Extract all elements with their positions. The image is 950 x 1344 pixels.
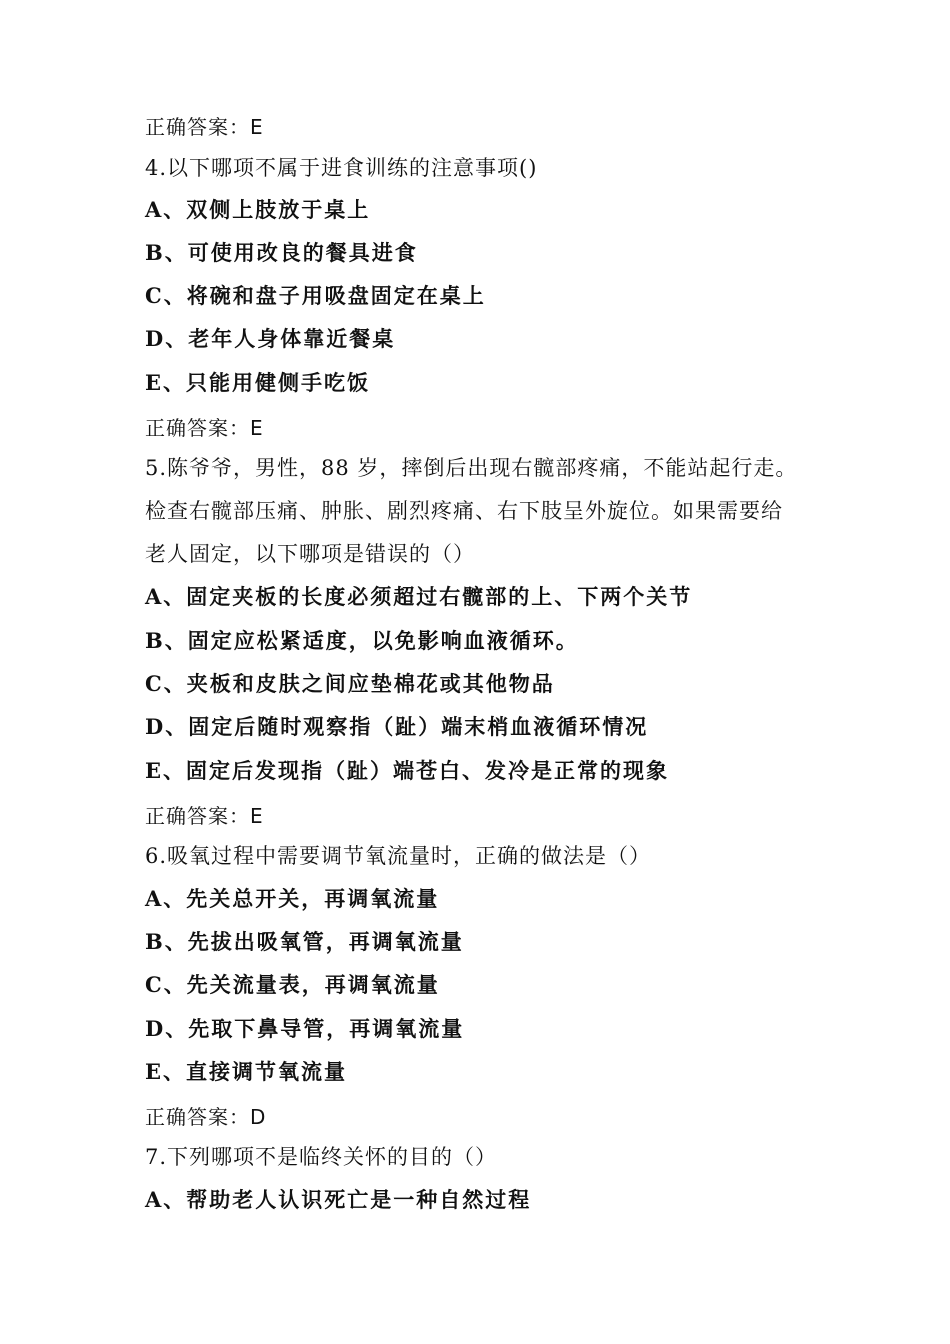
option-line: E、直接调节氧流量 xyxy=(145,1059,348,1084)
question-line: 检查右髋部压痛、肿胀、剧烈疼痛、右下肢呈外旋位。如果需要给 xyxy=(145,499,783,523)
answer-line: 正确答案：E xyxy=(145,416,264,440)
option-line: A、帮助老人认识死亡是一种自然过程 xyxy=(145,1187,532,1212)
option-line: B、先拔出吸氧管，再调氧流量 xyxy=(145,929,464,954)
option-line: C、夹板和皮肤之间应垫棉花或其他物品 xyxy=(145,671,555,696)
option-line: E、只能用健侧手吃饭 xyxy=(145,370,371,395)
option-line: A、先关总开关，再调氧流量 xyxy=(145,886,440,911)
question-line: 6.吸氧过程中需要调节氧流量时，正确的做法是（） xyxy=(145,844,652,868)
question-line: 5.陈爷爷，男性，88 岁，摔倒后出现右髋部疼痛，不能站起行走。 xyxy=(145,456,798,480)
option-line: B、固定应松紧适度，以免影响血液循环。 xyxy=(145,628,579,653)
option-line: A、固定夹板的长度必须超过右髋部的上、下两个关节 xyxy=(145,584,693,609)
answer-line: 正确答案：E xyxy=(145,115,264,139)
question-line: 老人固定，以下哪项是错误的（） xyxy=(145,542,475,566)
option-line: D、先取下鼻导管，再调氧流量 xyxy=(145,1016,465,1041)
option-line: C、将碗和盘子用吸盘固定在桌上 xyxy=(145,283,486,308)
answer-line: 正确答案：E xyxy=(145,804,264,828)
option-line: A、双侧上肢放于桌上 xyxy=(145,197,371,222)
option-line: D、老年人身体靠近餐桌 xyxy=(145,326,396,351)
option-line: C、先关流量表，再调氧流量 xyxy=(145,972,440,997)
answer-line: 正确答案：D xyxy=(145,1105,267,1129)
question-line: 4.以下哪项不属于进食训练的注意事项() xyxy=(145,156,538,180)
question-line: 7.下列哪项不是临终关怀的目的（） xyxy=(145,1145,498,1169)
option-line: D、固定后随时观察指（趾）端末梢血液循环情况 xyxy=(145,714,649,739)
option-line: E、固定后发现指（趾）端苍白、发冷是正常的现象 xyxy=(145,758,670,783)
option-line: B、可使用改良的餐具进食 xyxy=(145,240,418,265)
